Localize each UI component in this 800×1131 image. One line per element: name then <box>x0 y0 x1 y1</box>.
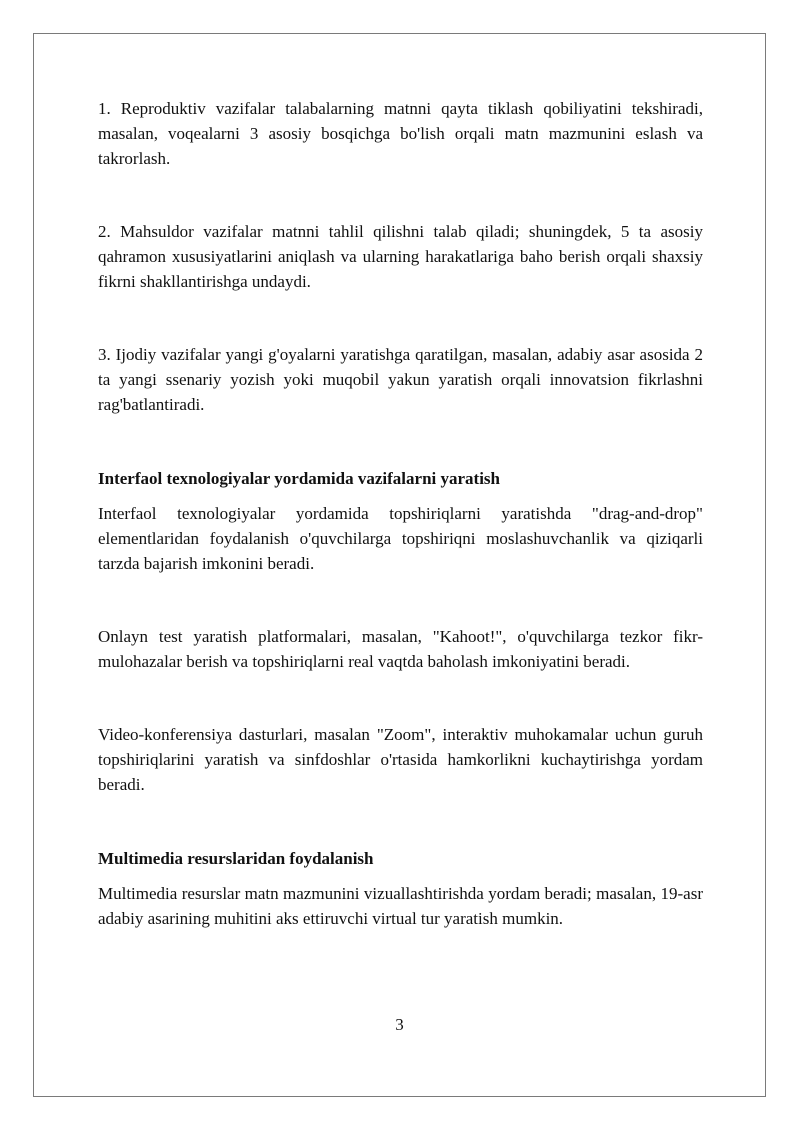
paragraph-drag-and-drop: Interfaol texnologiyalar yordamida topshiriqlarni yaratishda "drag-and-drop" elementlaridan foydalanish o'quvchilarga topshiriqni moslashuvchanlik va qiziqarli tarzda bajarish imkonini beradi. <box>98 504 703 573</box>
page-content <box>98 96 703 931</box>
document-page <box>33 33 766 1097</box>
paragraph-creative-tasks: 3. Ijodiy vazifalar yangi g'oyalarni yaratishga qaratilgan, masalan, adabiy asar asosida 2 ta yangi ssenariy yozish yoki muqobil yakun yaratish orqali innovatsion fikrlashni rag'batlantiradi. <box>98 345 703 414</box>
paragraph-video-conferencing: Video-konferensiya dasturlari, masalan "Zoom", interaktiv muhokamalar uchun guruh topshiriqlarini yaratish va sinfdoshlar o'rtasida hamkorlikni kuchaytirishga yordam beradi. <box>98 725 703 794</box>
paragraph-productive-tasks: 2. Mahsuldor vazifalar matnni tahlil qilishni talab qiladi; shuningdek, 5 ta asosiy qahramon xususiyatlarini aniqlash va ularning harakatlariga baho berish orqali shaxsiy fikrni shakllantirishga undaydi. <box>98 222 703 291</box>
paragraph-online-tests: Onlayn test yaratish platformalari, masalan, "Kahoot!", o'quvchilarga tezkor fikr-mulohazalar berish va topshiriqlarni real vaqtda baholash imkoniyatini beradi. <box>98 627 703 671</box>
page-number: 3 <box>395 1015 404 1034</box>
section-heading-interactive-technologies: Interfaol texnologiyalar yordamida vazifalarni yaratish <box>98 469 500 488</box>
paragraph-multimedia-resources: Multimedia resurslar matn mazmunini vizuallashtirishda yordam beradi; masalan, 19-asr adabiy asarining muhitini aks ettiruvchi virtual tur yaratish mumkin. <box>98 884 703 928</box>
paragraph-reproductive-tasks: 1. Reproduktiv vazifalar talabalarning matnni qayta tiklash qobiliyatini tekshiradi, masalan, voqealarni 3 asosiy bosqichga bo'lish orqali matn mazmunini eslash va takrorlash. <box>98 99 703 168</box>
section-heading-multimedia: Multimedia resurslaridan foydalanish <box>98 849 374 868</box>
